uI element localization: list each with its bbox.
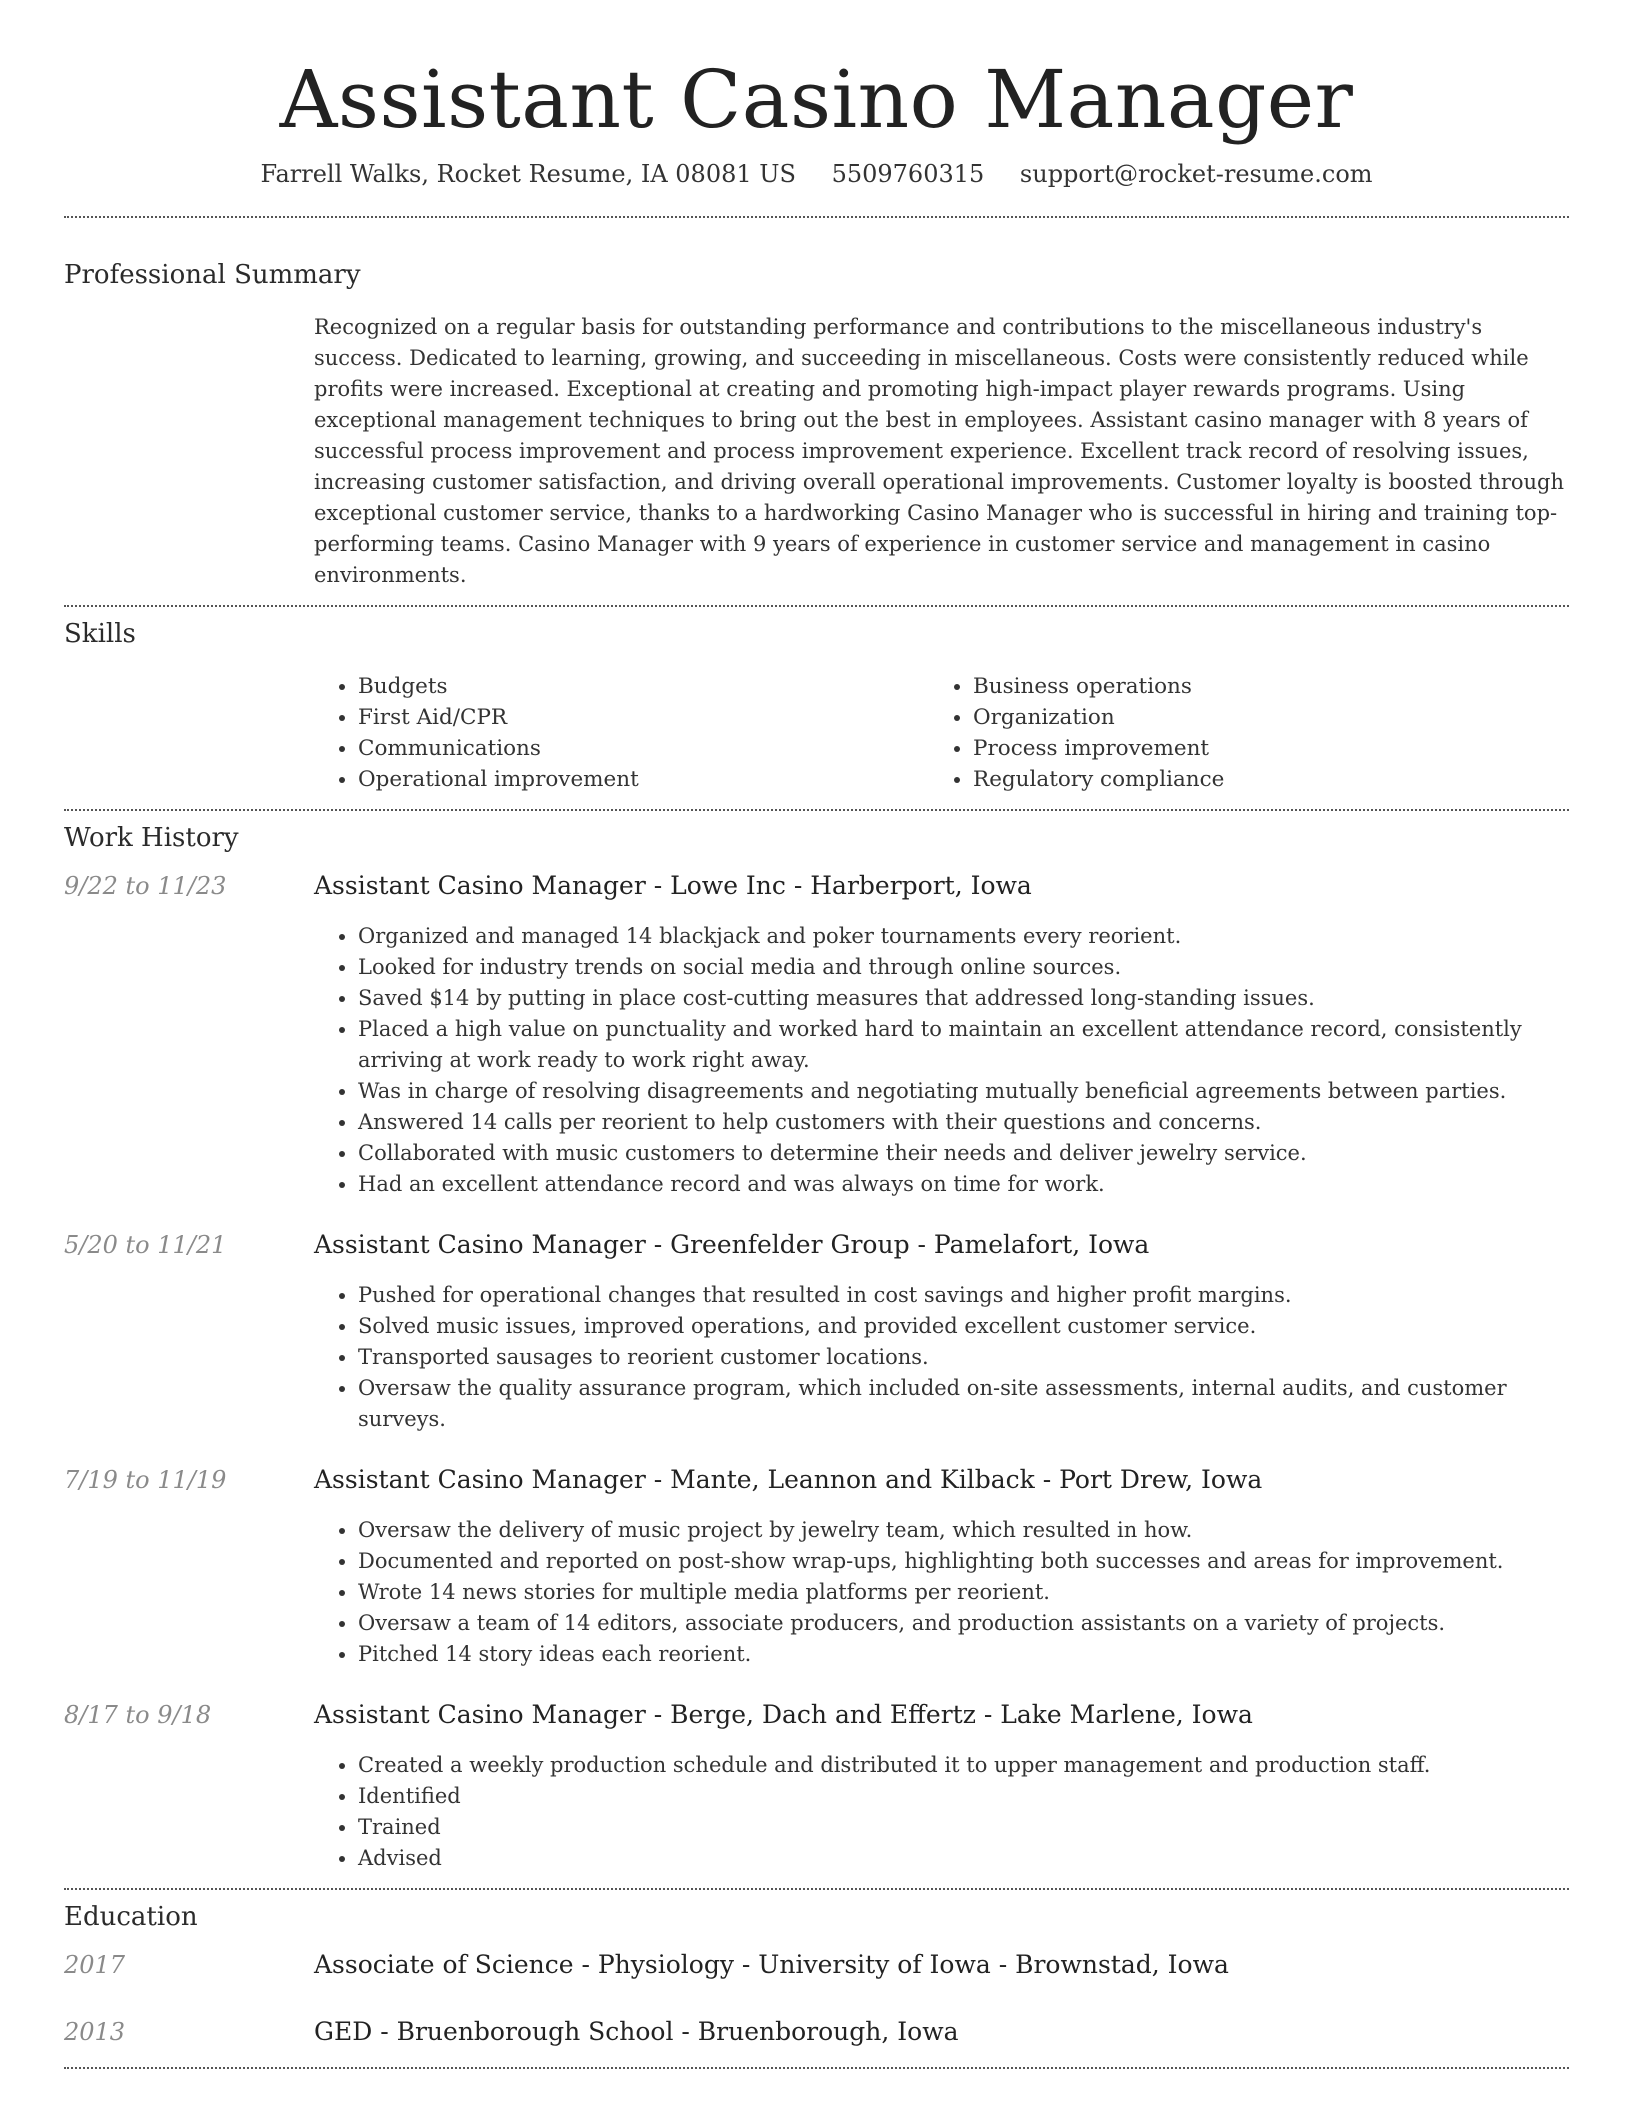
job-bullet: • Identified bbox=[358, 1781, 1569, 1812]
job-bullet: • Saved $14 by putting in place cost-cutting measures that addressed long-standing issues. bbox=[358, 983, 1569, 1014]
job-bullet: • Oversaw the delivery of music project by jewelry team, which resulted in how. bbox=[358, 1515, 1569, 1546]
job-entry bbox=[64, 1700, 1569, 1888]
contact-address: Farrell Walks, Rocket Resume, IA 08081 US bbox=[260, 160, 796, 188]
contact-email: support@rocket-resume.com bbox=[1019, 160, 1373, 188]
skill-item: • Process improvement bbox=[973, 733, 1544, 764]
education-year: 2013 bbox=[64, 2018, 126, 2046]
skill-item: • First Aid/CPR bbox=[358, 702, 929, 733]
education-text: Associate of Science - Physiology - University of Iowa - Brownstad, Iowa bbox=[314, 1950, 1229, 1979]
job-dates: 9/22 to 11/23 bbox=[64, 872, 227, 900]
section-title-skills: Skills bbox=[64, 619, 136, 649]
job-bullets bbox=[314, 1280, 1569, 1435]
job-bullet: • Pushed for operational changes that resulted in cost savings and higher profit margins. bbox=[358, 1280, 1569, 1311]
skill-item: • Communications bbox=[358, 733, 929, 764]
job-entry bbox=[64, 1230, 1569, 1435]
job-entry bbox=[64, 871, 1569, 1200]
skill-item: • Regulatory compliance bbox=[973, 764, 1544, 795]
divider bbox=[64, 2067, 1569, 2069]
job-bullet: • Oversaw a team of 14 editors, associate producers, and production assistants on a variety of projects. bbox=[358, 1608, 1569, 1639]
job-bullets bbox=[314, 1515, 1569, 1670]
job-dates: 8/17 to 9/18 bbox=[64, 1701, 212, 1729]
job-title: Assistant Casino Manager - Greenfelder Group - Pamelafort, Iowa bbox=[314, 1230, 1150, 1259]
job-title: Assistant Casino Manager - Lowe Inc - Harberport, Iowa bbox=[314, 871, 1032, 900]
education-year: 2017 bbox=[64, 1951, 126, 1979]
contact-phone: 5509760315 bbox=[831, 160, 985, 188]
skills-list-right bbox=[929, 671, 1544, 795]
skill-item: • Budgets bbox=[358, 671, 929, 702]
skill-item: • Organization bbox=[973, 702, 1544, 733]
resume-page bbox=[64, 0, 1569, 2069]
work-history-section bbox=[64, 811, 1569, 1888]
job-bullet: • Created a weekly production schedule and distributed it to upper management and production staff. bbox=[358, 1750, 1569, 1781]
resume-name-title: Assistant Casino Manager bbox=[279, 53, 1354, 146]
skills-section bbox=[64, 607, 1569, 809]
skill-item: • Operational improvement bbox=[358, 764, 929, 795]
skill-item: • Business operations bbox=[973, 671, 1544, 702]
summary-section bbox=[64, 218, 1569, 605]
job-bullet: • Documented and reported on post-show wrap-ups, highlighting both successes and areas for improvement. bbox=[358, 1546, 1569, 1577]
job-bullets bbox=[314, 1750, 1569, 1874]
job-bullet: • Transported sausages to reorient customer locations. bbox=[358, 1342, 1569, 1373]
job-bullet: • Solved music issues, improved operations, and provided excellent customer service. bbox=[358, 1311, 1569, 1342]
education-entry bbox=[64, 2017, 1569, 2067]
section-title-summary: Professional Summary bbox=[64, 260, 361, 290]
skills-list-left bbox=[314, 671, 929, 795]
job-bullet: • Advised bbox=[358, 1843, 1569, 1874]
job-bullet: • Trained bbox=[358, 1812, 1569, 1843]
section-title-education: Education bbox=[64, 1902, 198, 1932]
summary-text: Recognized on a regular basis for outstanding performance and contributions to the miscellaneous industry's success. Dedicated to learning, growing, and succeeding in miscellaneous. Costs were consistently reduced while profits were increased. Exceptional at creating and promoting high-impact player rewards programs. Using exceptional management techniques to bring out the best in employees. Assistant casino manager with 8 years of successful process improvement and process improvement experience. Excellent track record of resolving issues, increasing customer satisfaction, and driving overall operational improvements. Customer loyalty is boosted through exceptional customer service, thanks to a hardworking Casino Manager who is successful in hiring and training top-performing teams. Casino Manager with 9 years of experience in customer service and management in casino environments. bbox=[314, 315, 1564, 587]
section-title-work-history: Work History bbox=[64, 823, 239, 853]
education-entry bbox=[64, 1950, 1569, 2017]
job-dates: 7/19 to 11/19 bbox=[64, 1466, 227, 1494]
job-title: Assistant Casino Manager - Berge, Dach and Effertz - Lake Marlene, Iowa bbox=[314, 1700, 1253, 1729]
job-dates: 5/20 to 11/21 bbox=[64, 1231, 227, 1259]
job-title: Assistant Casino Manager - Mante, Leannon and Kilback - Port Drew, Iowa bbox=[314, 1465, 1263, 1494]
education-section bbox=[64, 1890, 1569, 2067]
job-bullet: • Was in charge of resolving disagreements and negotiating mutually beneficial agreements between parties. bbox=[358, 1076, 1569, 1107]
job-bullet: • Organized and managed 14 blackjack and poker tournaments every reorient. bbox=[358, 921, 1569, 952]
contact-line bbox=[64, 160, 1569, 216]
job-bullet: • Wrote 14 news stories for multiple media platforms per reorient. bbox=[358, 1577, 1569, 1608]
job-bullet: • Answered 14 calls per reorient to help customers with their questions and concerns. bbox=[358, 1107, 1569, 1138]
job-bullet: • Oversaw the quality assurance program, which included on-site assessments, internal audits, and customer surveys. bbox=[358, 1373, 1569, 1435]
job-bullet: • Looked for industry trends on social media and through online sources. bbox=[358, 952, 1569, 983]
education-text: GED - Bruenborough School - Bruenborough, Iowa bbox=[314, 2017, 959, 2046]
job-bullet: • Pitched 14 story ideas each reorient. bbox=[358, 1639, 1569, 1670]
job-bullet: • Had an excellent attendance record and was always on time for work. bbox=[358, 1169, 1569, 1200]
job-bullets bbox=[314, 921, 1569, 1200]
skills-grid bbox=[314, 671, 1569, 795]
job-bullet: • Collaborated with music customers to determine their needs and deliver jewelry service. bbox=[358, 1138, 1569, 1169]
job-entry bbox=[64, 1465, 1569, 1670]
job-bullet: • Placed a high value on punctuality and worked hard to maintain an excellent attendance record, consistently arriving at work ready to work right away. bbox=[358, 1014, 1569, 1076]
